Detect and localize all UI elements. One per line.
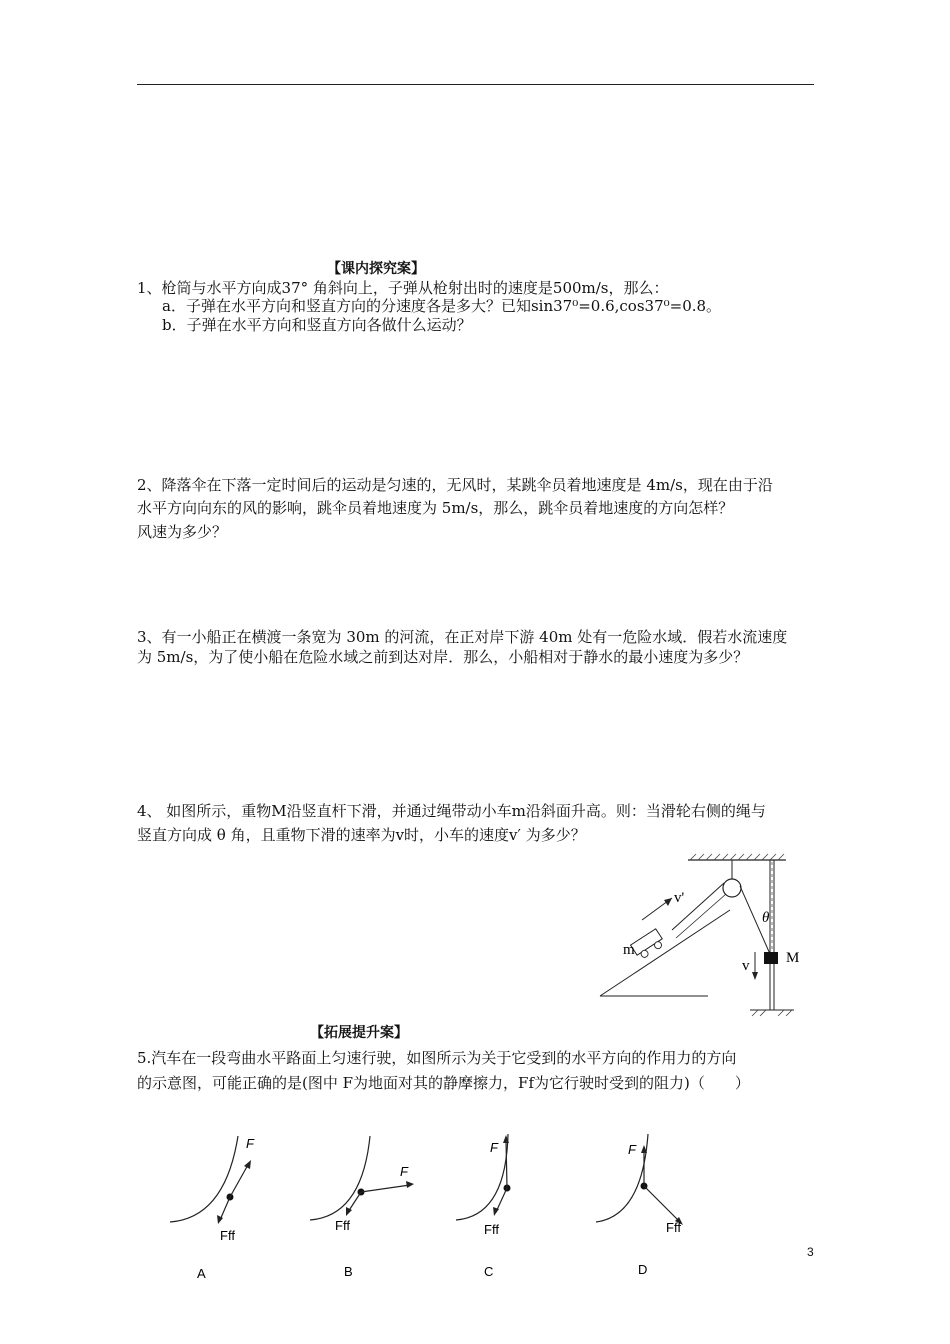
page-number: 3 xyxy=(807,1245,814,1259)
label-v-prime: v' xyxy=(674,890,685,906)
option-c-force-label: F xyxy=(490,1140,498,1155)
option-a-letter: A xyxy=(197,1266,206,1281)
option-d-force-label: F xyxy=(628,1142,636,1157)
option-d-letter: D xyxy=(638,1262,648,1277)
question-3-line-1: 3、有一小船正在横渡一条宽为 30m 的河流，在正对岸下游 40m 处有一危险水域．假若水流速度 xyxy=(137,628,788,646)
question-1-part-b: b．子弹在水平方向和竖直方向各做什么运动？ xyxy=(162,316,472,334)
question-5-line-2: 的示意图，可能正确的是(图中 F为地面对其的静摩擦力，Ff为它行驶时受到的阻力)（ ） xyxy=(137,1074,750,1092)
label-v: v xyxy=(742,958,750,974)
option-a-drag-label: Fff xyxy=(220,1228,235,1243)
option-b-force-label: F xyxy=(400,1164,408,1179)
option-b-drag-label: Fff xyxy=(335,1218,350,1233)
option-c-letter: C xyxy=(484,1264,494,1279)
section-heading-extension: 【拓展提升案】 xyxy=(310,1025,408,1041)
header-rule xyxy=(137,84,814,85)
question-3-line-2: 为 5m/s，为了使小船在危险水域之前到达对岸．那么，小船相对于静水的最小速度为多少？ xyxy=(137,648,749,666)
question-2-line-1: 2、降落伞在下落一定时间后的运动是匀速的，无风时，某跳伞员着地速度是 4m/s，现在由于沿 xyxy=(137,476,773,494)
pulley-incline-figure xyxy=(590,850,800,1020)
question-1-stem: 1、枪筒与水平方向成37° 角斜向上，子弹从枪射出时的速度是500m/s，那么： xyxy=(137,279,669,297)
option-c-drag-label: Fff xyxy=(484,1222,499,1237)
question-2-line-3: 风速为多少？ xyxy=(137,523,228,541)
section-heading-in-class: 【课内探究案】 xyxy=(327,261,425,277)
question-4-line-1: 4、 如图所示，重物M沿竖直杆下滑，并通过绳带动小车m沿斜面升高。则：当滑轮右侧的绳与 xyxy=(137,802,766,820)
option-d-drag-label: Fff xyxy=(666,1220,681,1235)
option-b-diagram xyxy=(300,1130,430,1290)
option-d-diagram xyxy=(588,1130,708,1290)
question-1-part-a: a．子弹在水平方向和竖直方向的分速度各是多大？已知sin37⁰=0.6,cos37⁰=0.8。 xyxy=(162,297,722,315)
label-theta: θ xyxy=(762,910,770,926)
question-5-line-1: 5.汽车在一段弯曲水平路面上匀速行驶，如图所示为关于它受到的水平方向的作用力的方向 xyxy=(137,1049,737,1067)
option-a-diagram xyxy=(160,1130,270,1290)
option-c-diagram xyxy=(448,1130,548,1290)
label-m: m xyxy=(623,942,635,958)
question-4-line-2: 竖直方向成 θ 角，且重物下滑的速率为v时，小车的速度v′ 为多少？ xyxy=(137,826,586,844)
option-a-force-label: F xyxy=(246,1136,254,1151)
label-M: M xyxy=(786,950,800,966)
option-b-letter: B xyxy=(344,1264,353,1279)
question-2-line-2: 水平方向向东的风的影响，跳伞员着地速度为 5m/s，那么，跳伞员着地速度的方向怎样？ xyxy=(137,499,734,517)
